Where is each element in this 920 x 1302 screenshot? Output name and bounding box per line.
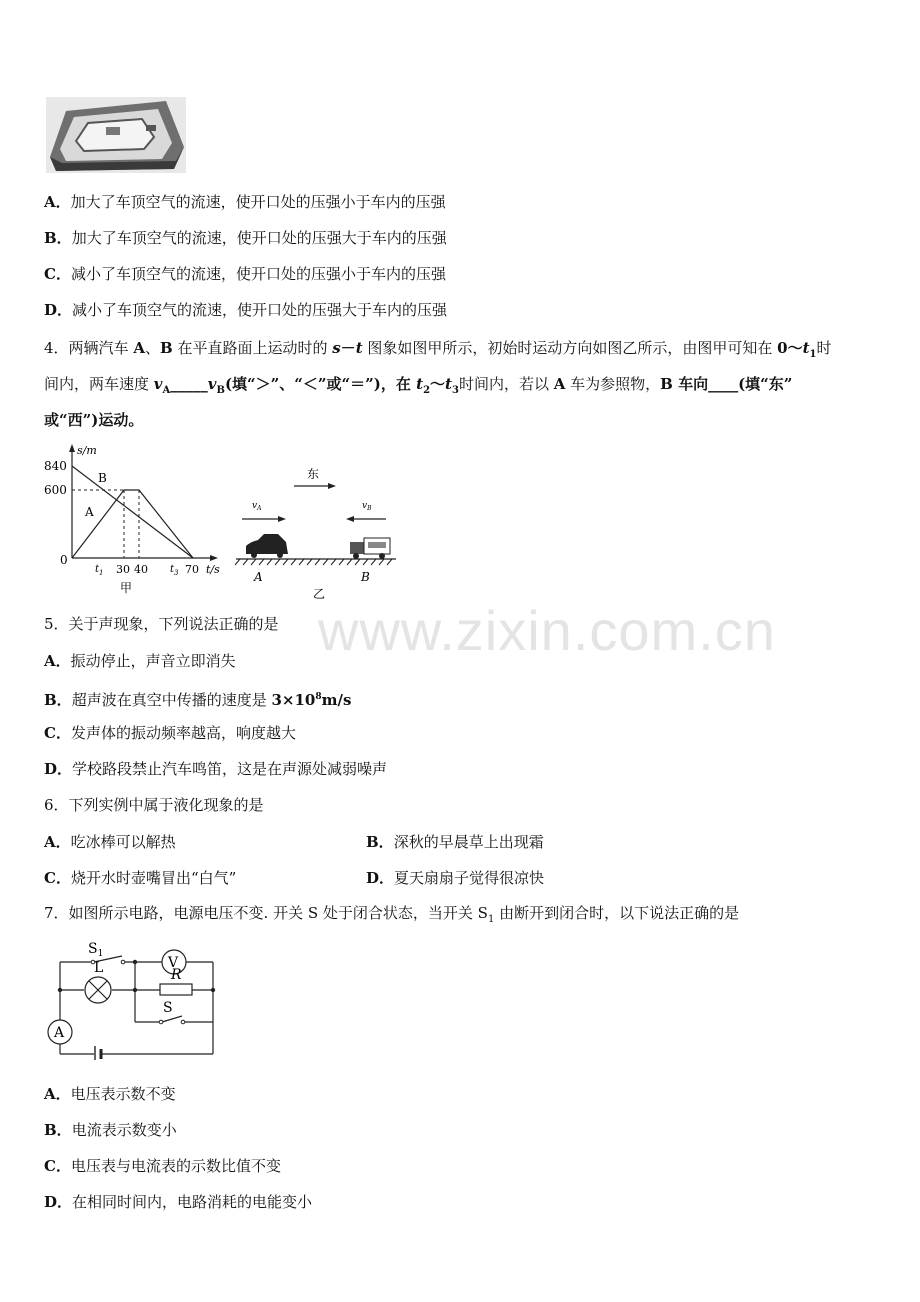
q6-option-a[interactable] — [44, 831, 176, 853]
option-label: C． — [44, 724, 71, 742]
text: B — [660, 375, 673, 393]
option-label: B． — [44, 229, 72, 247]
option-label: C． — [44, 869, 71, 887]
q6-option-b[interactable] — [366, 831, 544, 853]
option-text: 加大了车顶空气的流速，使开口处的压强小于车内的压强 — [70, 193, 446, 211]
tick-30: 30 — [116, 563, 130, 576]
text: A — [162, 385, 171, 396]
q6-option-d[interactable] — [366, 867, 544, 889]
option-label: B． — [44, 691, 72, 709]
text: 在平直路面上运动时的 — [172, 339, 333, 357]
tick-600: 600 — [44, 483, 67, 497]
junction-dot — [211, 988, 215, 992]
text: 两辆汽车 — [68, 339, 134, 357]
junction-dot — [133, 988, 137, 992]
text: (填“＞”、“＜”或“＝”)，在 — [224, 375, 417, 393]
option-label: A． — [44, 193, 71, 211]
label-vb: $v_B$ — [362, 501, 372, 512]
tick-0: 0 — [60, 553, 68, 567]
option-label: D． — [44, 1193, 73, 1211]
option-number: 3×10 — [271, 691, 316, 709]
text: v — [207, 375, 217, 393]
car-roof-photo — [46, 97, 186, 173]
text: 车向____(填“东” — [672, 375, 793, 393]
option-text: 减小了车顶空气的流速，使开口处的压强小于车内的压强 — [70, 265, 446, 283]
option-text: 振动停止，声音立即消失 — [70, 652, 236, 670]
q4-line-1 — [44, 337, 832, 366]
option-text: 在相同时间内，电路消耗的电能变小 — [72, 1193, 313, 1211]
caption-jia: 甲 — [120, 581, 133, 595]
q3-option-d[interactable] — [44, 299, 447, 321]
q5-option-a[interactable] — [44, 650, 236, 672]
option-label: B． — [366, 833, 394, 851]
label-va: $v_A$ — [252, 501, 262, 512]
q6-option-c[interactable] — [44, 867, 236, 889]
junction-dot — [58, 988, 62, 992]
text: t — [802, 339, 810, 357]
tick-70: 70 — [185, 563, 199, 576]
option-text: 减小了车顶空气的流速，使开口处的压强大于车内的压强 — [72, 301, 448, 319]
option-text: 深秋的早晨草上出现霜 — [393, 833, 544, 851]
option-unit: m/s — [321, 691, 352, 709]
text: B — [216, 385, 225, 396]
option-text: 烧开水时壶嘴冒出“白气” — [70, 869, 237, 887]
s1-contact — [121, 960, 125, 964]
option-label: A． — [44, 652, 71, 670]
ground-hatch — [235, 559, 392, 565]
option-label: A． — [44, 833, 71, 851]
text: B — [159, 339, 173, 357]
q5-option-d[interactable] — [44, 758, 387, 780]
option-label: C． — [44, 265, 71, 283]
lamp-label: L — [94, 960, 104, 976]
option-label: D． — [44, 760, 73, 778]
text: 时间内，若以 — [458, 375, 554, 393]
tick-t3: $t_3$ — [170, 564, 179, 577]
text: 图象如图甲所示，初始时运动方向如图乙所示，由图甲可知在 — [362, 339, 778, 357]
question-number: 4． — [44, 339, 69, 357]
text: － — [340, 339, 356, 357]
q5-title: 5．关于声现象，下列说法正确的是 — [44, 615, 279, 633]
junction-dot — [133, 960, 137, 964]
option-label: C． — [44, 1157, 71, 1175]
option-text: 学校路段禁止汽车鸣笛，这是在声源处减弱噪声 — [72, 760, 388, 778]
q3-option-b[interactable] — [44, 227, 447, 249]
y-axis-arrow — [69, 444, 75, 452]
switch-s-blade — [162, 1016, 182, 1022]
q7-title — [44, 902, 739, 931]
label-car-a: A — [254, 570, 263, 584]
label-b: B — [98, 471, 107, 485]
option-text: 超声波在真空中传播的速度是 — [71, 691, 272, 709]
option-label: D． — [366, 869, 395, 887]
text: 或“西”)运动。 — [44, 411, 144, 429]
text: 1 — [809, 349, 817, 360]
option-label: D． — [44, 301, 73, 319]
truck-b — [350, 538, 390, 559]
east-arrow-head — [328, 483, 336, 489]
text: A — [133, 339, 145, 357]
option-text: 吃冰棒可以解热 — [70, 833, 176, 851]
text: 由断开到闭合时，以下说法正确的是 — [494, 904, 740, 922]
option-label: B． — [44, 1121, 72, 1139]
text: 3 — [451, 385, 459, 396]
caption-yi: 乙 — [313, 587, 326, 600]
text: s — [332, 339, 341, 357]
text: A — [553, 375, 566, 393]
s-contact — [159, 1020, 163, 1024]
text: 车为参照物， — [565, 375, 661, 393]
text: 1 — [487, 914, 495, 925]
tick-t1: $t_1$ — [95, 564, 104, 577]
text: t — [445, 375, 452, 393]
q7-option-c[interactable] — [44, 1155, 281, 1177]
watermark: www.zixin.com.cn — [318, 599, 776, 662]
text: 7．如图所示电路，电源电压不变. 开关 S 处于闭合状态，当开关 S — [44, 904, 488, 922]
q4-line-3 — [44, 409, 143, 431]
va-arrow-head — [278, 516, 286, 522]
option-text: 加大了车顶空气的流速，使开口处的压强大于车内的压强 — [71, 229, 447, 247]
q6-title: 6．下列实例中属于液化现象的是 — [44, 796, 264, 814]
text: 2 — [423, 385, 431, 396]
label-a: A — [85, 505, 94, 519]
line-a — [72, 490, 193, 558]
q3-option-c[interactable] — [44, 263, 446, 285]
x-axis-arrow — [210, 555, 218, 561]
q5-option-b[interactable] — [44, 686, 351, 711]
text: 、 — [144, 339, 160, 357]
resistor-icon — [160, 984, 192, 995]
option-text: 电流表示数变小 — [71, 1121, 177, 1139]
resistor-label: R — [171, 967, 182, 983]
car-a — [246, 534, 288, 558]
circuit-diagram — [42, 936, 222, 1060]
ammeter-label: A — [54, 1025, 65, 1041]
text: 0～ — [777, 339, 803, 357]
tick-40: 40 — [134, 563, 148, 576]
text: v — [153, 375, 163, 393]
switch-s-label: S — [163, 1000, 173, 1016]
text: t — [416, 375, 424, 393]
option-text: 电压表与电流表的示数比值不变 — [70, 1157, 281, 1175]
tick-840: 840 — [44, 459, 67, 473]
option-text: 发声体的振动频率越高，响度越大 — [70, 724, 296, 742]
option-text: 夏天扇扇子觉得很凉快 — [394, 869, 545, 887]
y-axis-label: s/m — [77, 444, 97, 457]
q4-line-2 — [44, 373, 792, 402]
s-contact — [181, 1020, 185, 1024]
text: t — [355, 339, 363, 357]
x-axis-label: t/s — [206, 563, 220, 576]
option-exponent: 8 — [315, 692, 322, 702]
switch-s1-label: $S_1$ — [88, 941, 104, 959]
q7-option-b[interactable] — [44, 1119, 177, 1141]
option-label: A． — [44, 1085, 71, 1103]
label-car-b: B — [361, 570, 370, 584]
q7-option-d[interactable] — [44, 1191, 312, 1213]
voltmeter-label: V — [168, 955, 179, 971]
text: ～ — [430, 375, 446, 393]
q4-figure — [40, 442, 400, 600]
vb-arrow-head — [346, 516, 354, 522]
text: 间内，两车速度 — [44, 375, 154, 393]
text: 时 — [816, 339, 832, 357]
label-east: 东 — [307, 467, 320, 481]
q5-option-c[interactable] — [44, 722, 296, 744]
q7-option-a[interactable] — [44, 1083, 176, 1105]
option-text: 电压表示数不变 — [70, 1085, 176, 1103]
q3-option-a[interactable] — [44, 191, 446, 213]
blank[interactable]: _____ — [170, 375, 208, 393]
